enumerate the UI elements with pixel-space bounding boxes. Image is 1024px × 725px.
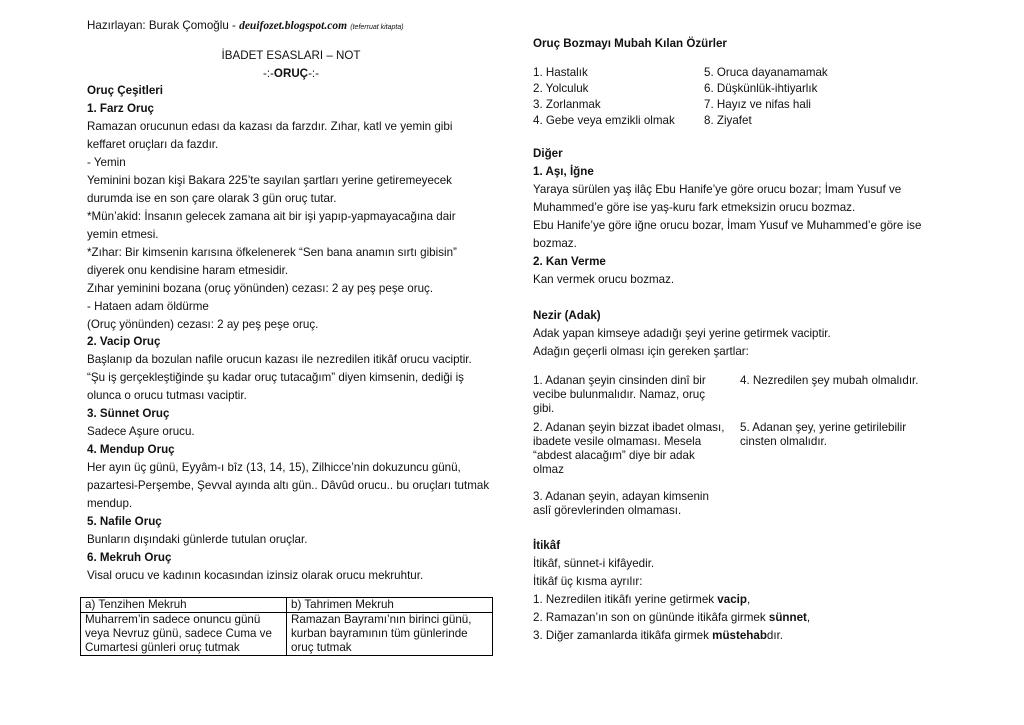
nezir-condition-4: 4. Nezredilen şey mubah olmalıdır. xyxy=(740,374,919,387)
text-line: - Hataen adam öldürme xyxy=(87,300,209,313)
text-line: Adak yapan kimseye adadığı şeyi yerine getirmek vaciptir. xyxy=(533,327,831,340)
text-line: *Mün’akid: İnsanın gelecek zamana ait bir işi yapıp-yapmayacağına dair xyxy=(87,210,456,223)
heading-kan-verme: 2. Kan Verme xyxy=(533,255,606,268)
table-header-cell: a) Tenzihen Mekruh xyxy=(81,598,287,613)
heading-ozurler: Oruç Bozmayı Mubah Kılan Özürler xyxy=(533,37,727,50)
text-line: Kan vermek orucu bozmaz. xyxy=(533,273,675,286)
text-line: diyerek onu kendisine haram etmesidir. xyxy=(87,264,289,277)
text-line: “Şu iş gerçekleştiğinde şu kadar oruç tutacağım” diyen kimsenin, dediği iş xyxy=(87,371,464,384)
heading-mekruh: 6. Mekruh Oruç xyxy=(87,551,172,564)
text-line: Ramazan orucunun edası da kazası da farzdır. Zıhar, katl ve yemin gibi xyxy=(87,120,453,133)
text-line: İtikâf, sünnet-i kifâyedir. xyxy=(533,557,655,570)
text-line: Bunların dışındaki günlerde tutulan oruçlar. xyxy=(87,533,308,546)
nezir-condition-2: 2. Adanan şeyin bizzat ibadet olması, ibadete vesile olmaması. Mesela “abdest alacağım” diye bir adak olmaz xyxy=(533,421,725,476)
list-item: 2. Yolculuk xyxy=(533,82,589,95)
heading-vacip: 2. Vacip Oruç xyxy=(87,335,161,348)
heading-nezir: Nezir (Adak) xyxy=(533,309,601,322)
table-header-row xyxy=(81,598,493,613)
document-title: İBADET ESASLARI – NOT xyxy=(221,49,361,62)
text-line: mendup. xyxy=(87,497,133,510)
text-line: Adağın geçerli olması için gereken şartlar: xyxy=(533,345,749,358)
list-item: 1. Hastalık xyxy=(533,66,588,79)
mekruh-table xyxy=(80,597,493,656)
table-row xyxy=(81,613,493,656)
nezir-condition-5: 5. Adanan şey, yerine getirilebilir cinsten olmalıdır. xyxy=(740,421,907,448)
text-line: Ebu Hanife’ye göre iğne orucu bozar, İmam Yusuf ve Muhammed’e göre ise xyxy=(533,219,922,232)
itikaf-item: 1. Nezredilen itikâfı yerine getirmek vacip, xyxy=(533,593,751,606)
text-line: Her ayın üç günü, Eyyâm-ı bîz (13, 14, 15), Zilhicce’nin dokuzuncu günü, xyxy=(87,461,461,474)
text-line: Sadece Aşure orucu. xyxy=(87,425,195,438)
nezir-condition-3: 3. Adanan şeyin, adayan kimsenin aslî görevlerinden olmaması. xyxy=(533,490,709,517)
heading-diger: Diğer xyxy=(533,147,563,160)
nezir-condition-1: 1. Adanan şeyin cinsinden dinî bir vecibe bulunmalıdır. Namaz, oruç gibi. xyxy=(533,374,706,415)
list-item: 6. Düşkünlük-ihtiyarlık xyxy=(704,82,818,95)
table-cell: Ramazan Bayramı’nın birinci günü, kurban bayramının tüm günlerinde oruç tutmak xyxy=(287,613,493,656)
heading-farz: 1. Farz Oruç xyxy=(87,102,155,115)
list-item: 3. Zorlanmak xyxy=(533,98,601,111)
text-line: İtikâf üç kısma ayrılır: xyxy=(533,575,643,588)
text-line: Başlanıp da bozulan nafile orucun kazası ile nezredilen itikâf orucu vaciptir. xyxy=(87,353,472,366)
text-line: Visal orucu ve kadının kocasından izinsiz olarak orucu mekruhtur. xyxy=(87,569,424,582)
text-line: keffaret oruçları da fazdır. xyxy=(87,138,219,151)
text-line: (Oruç yönünden) cezası: 2 ay peş peşe oruç. xyxy=(87,318,319,331)
heading-nafile: 5. Nafile Oruç xyxy=(87,515,162,528)
text-line: *Zıhar: Bir kimsenin karısına öfkelenerek “Sen bana anamın sırtı gibisin” xyxy=(87,246,457,259)
table-cell: Muharrem’in sadece onuncu günü veya Nevruz günü, sadece Cuma ve Cumartesi günleri oruç tutmak xyxy=(81,613,287,656)
table-header-cell: b) Tahrimen Mekruh xyxy=(287,598,493,613)
text-line: olunca o orucu tutması vaciptir. xyxy=(87,389,247,402)
text-line: pazartesi-Perşembe, Şevval ayında altı gün.. Dâvûd orucu.. bu oruçları tutmak xyxy=(87,479,490,492)
document-subtitle: -:-ORUÇ-:- xyxy=(262,67,320,80)
itikaf-item: 2. Ramazan’ın son on gününde itikâfa girmek sünnet, xyxy=(533,611,811,624)
text-line: Muhammed’e göre ise yaş-kuru fark etmeksizin orucu bozmaz. xyxy=(533,201,856,214)
heading-itikaf: İtikâf xyxy=(533,539,561,552)
heading-asi-igne: 1. Aşı, İğne xyxy=(533,165,594,178)
text-line: Yaraya sürülen yaş ilâç Ebu Hanife’ye göre orucu bozar; İmam Yusuf ve xyxy=(533,183,902,196)
text-line: yemin etmesi. xyxy=(87,228,159,241)
list-item: 7. Hayız ve nifas hali xyxy=(704,98,811,111)
text-line: Yeminini bozan kişi Bakara 225’te sayılan şartları yerine getiremeyecek xyxy=(87,174,452,187)
list-item: 5. Oruca dayanamamak xyxy=(704,66,828,79)
text-line: Zıhar yeminini bozana (oruç yönünden) cezası: 2 ay peş peşe oruç. xyxy=(87,282,434,295)
heading-sunnet: 3. Sünnet Oruç xyxy=(87,407,170,420)
blog-link[interactable]: deuifozet.blogspot.com xyxy=(239,20,348,32)
header-line xyxy=(87,19,404,35)
section-title-oruc-cesitleri: Oruç Çeşitleri xyxy=(87,84,164,97)
heading-mendup: 4. Mendup Oruç xyxy=(87,443,175,456)
list-item: 8. Ziyafet xyxy=(704,114,752,127)
itikaf-item: 3. Diğer zamanlarda itikâfa girmek müstehabdır. xyxy=(533,629,784,642)
text-line: - Yemin xyxy=(87,156,126,169)
text-line: bozmaz. xyxy=(533,237,577,250)
author-label: Hazırlayan: Burak Çomoğlu - xyxy=(87,19,240,32)
header-note: (teferruat kitapta) xyxy=(350,24,404,31)
text-line: durumda ise en son çare olarak 3 gün oruç tutar. xyxy=(87,192,337,205)
list-item: 4. Gebe veya emzikli olmak xyxy=(533,114,675,127)
